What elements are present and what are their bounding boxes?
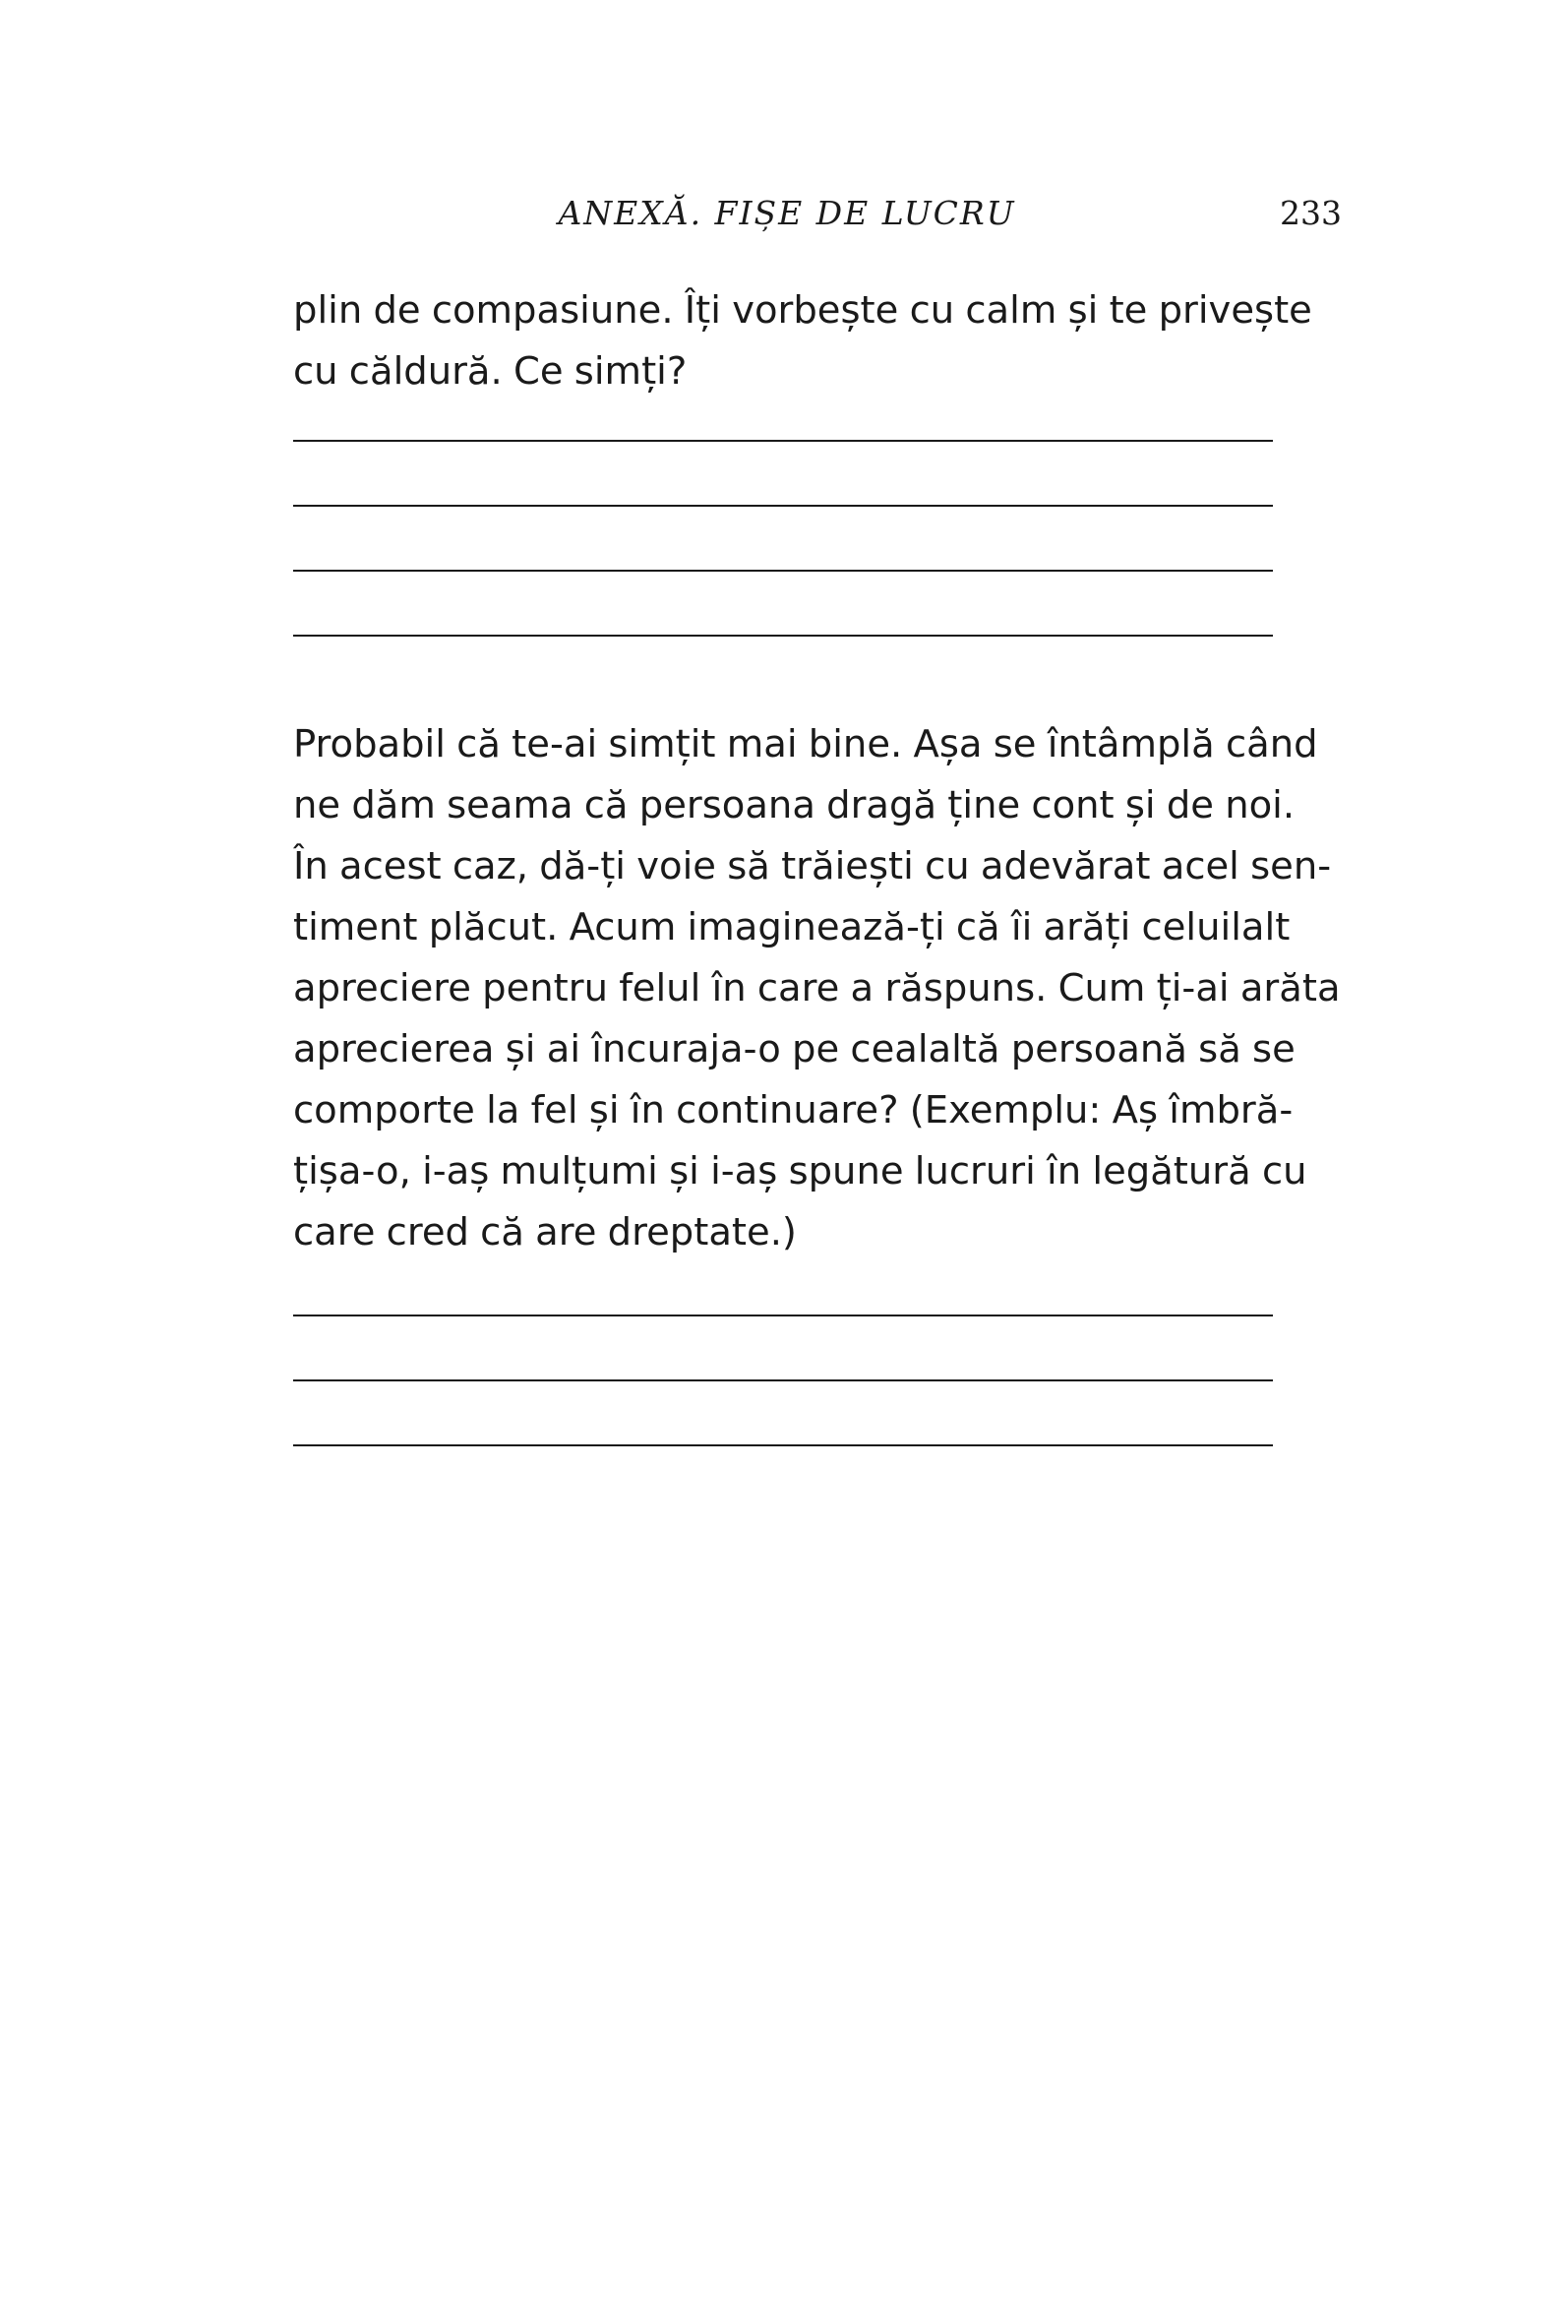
text-line: În acest caz, dă-ți voie să trăiești cu adevărat acel sen-: [293, 844, 1332, 888]
text-line: ne dăm seama că persoana dragă ține cont și de noi.: [293, 783, 1296, 827]
running-title: ANEXĂ. FIȘE DE LUCRU: [558, 194, 1016, 232]
answer-line-1[interactable]: [293, 440, 1273, 442]
answer-line-6[interactable]: [293, 1379, 1273, 1381]
text-line: care cred că are dreptate.): [293, 1210, 797, 1254]
text-line: plin de compasiune. Îți vorbește cu calm și te privește: [293, 288, 1312, 333]
text-line: aprecierea și ai încuraja-o pe cealaltă persoană să se: [293, 1027, 1296, 1071]
text-line: timent plăcut. Acum imaginează-ți că îi arăți celuilalt: [293, 905, 1291, 949]
answer-line-7[interactable]: [293, 1444, 1273, 1446]
page-number: 233: [1280, 194, 1342, 232]
text-line: țișa-o, i-aș mulțumi și i-aș spune lucruri în legătură cu: [293, 1149, 1307, 1193]
paragraph-compassion: [293, 280, 1312, 402]
text-line: Probabil că te-ai simțit mai bine. Așa se întâmplă când: [293, 722, 1318, 766]
text-line: cu căldură. Ce simți?: [293, 349, 688, 394]
running-header: [0, 189, 1568, 238]
answer-line-4[interactable]: [293, 635, 1273, 637]
answer-line-5[interactable]: [293, 1315, 1273, 1316]
text-line: apreciere pentru felul în care a răspuns. Cum ți-ai arăta: [293, 966, 1341, 1010]
text-line: comporte la fel și în continuare? (Exemplu: Aș îmbră-: [293, 1088, 1294, 1132]
answer-line-2[interactable]: [293, 505, 1273, 507]
answer-line-3[interactable]: [293, 570, 1273, 572]
paragraph-appreciation: [293, 714, 1341, 1263]
